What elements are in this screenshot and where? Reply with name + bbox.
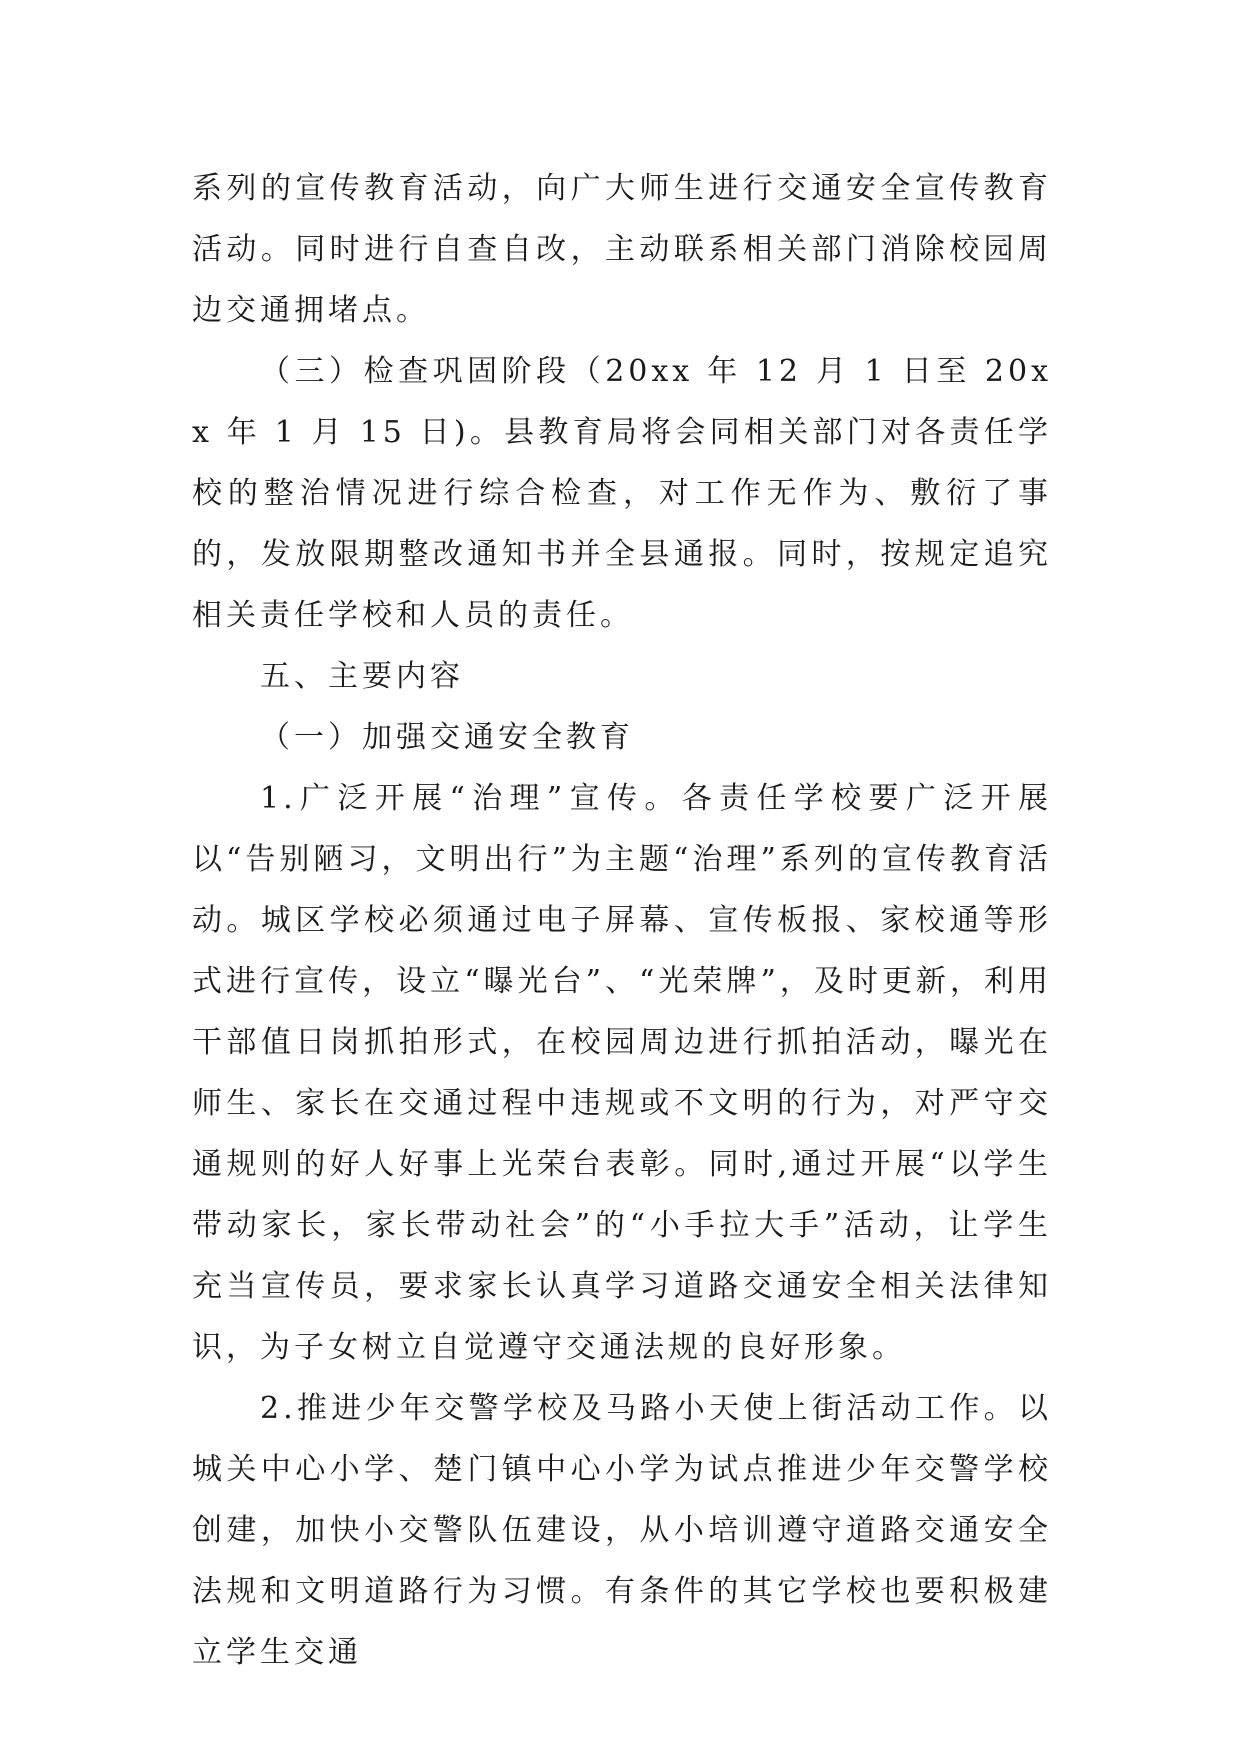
paragraph-1: 系列的宣传教育活动，向广大师生进行交通安全宣传教育活动。同时进行自查自改，主动联系相关部门消除校园周边交通拥堵点。 [192,171,1052,328]
subsection-heading: （一）加强交通安全教育 [260,720,634,755]
paragraph-item-2: 2.推进少年交警学校及马路小天使上街活动工作。以城关中心小学、楚门镇中心小学为试点推进少年交警学校创建，加快小交警队伍建设，从小培训遵守道路交通安全法规和文明道路行为习惯。有条件的其它学校也要积极建立学生交通 [192,1391,1052,1670]
section-heading: 五、主要内容 [260,659,464,694]
document-body [192,158,1052,1683]
paragraph-2: （三）检查巩固阶段（20xx 年 12 月 1 日至 20xx 年 1 月 15 日)。县教育局将会同相关部门对各责任学校的整治情况进行综合检查，对工作无作为、敷衍了事的，发放限期整改通知书并全县通报。同时，按规定追究相关责任学校和人员的责任。 [192,354,1052,633]
paragraph-item-1: 1.广泛开展“治理”宣传。各责任学校要广泛开展以“告别陋习，文明出行”为主题“治理”系列的宣传教育活动。城区学校必须通过电子屏幕、宣传板报、家校通等形式进行宣传，设立“曝光台”、“光荣牌”，及时更新，利用干部值日岗抓拍形式，在校园周边进行抓拍活动，曝光在师生、家长在交通过程中违规或不文明的行为，对严守交通规则的好人好事上光荣台表彰。同时,通过开展“以学生带动家长，家长带动社会”的“小手拉大手”活动，让学生充当宣传员，要求家长认真学习道路交通安全相关法律知识，为子女树立自觉遵守交通法规的良好形象。 [192,781,1052,1365]
